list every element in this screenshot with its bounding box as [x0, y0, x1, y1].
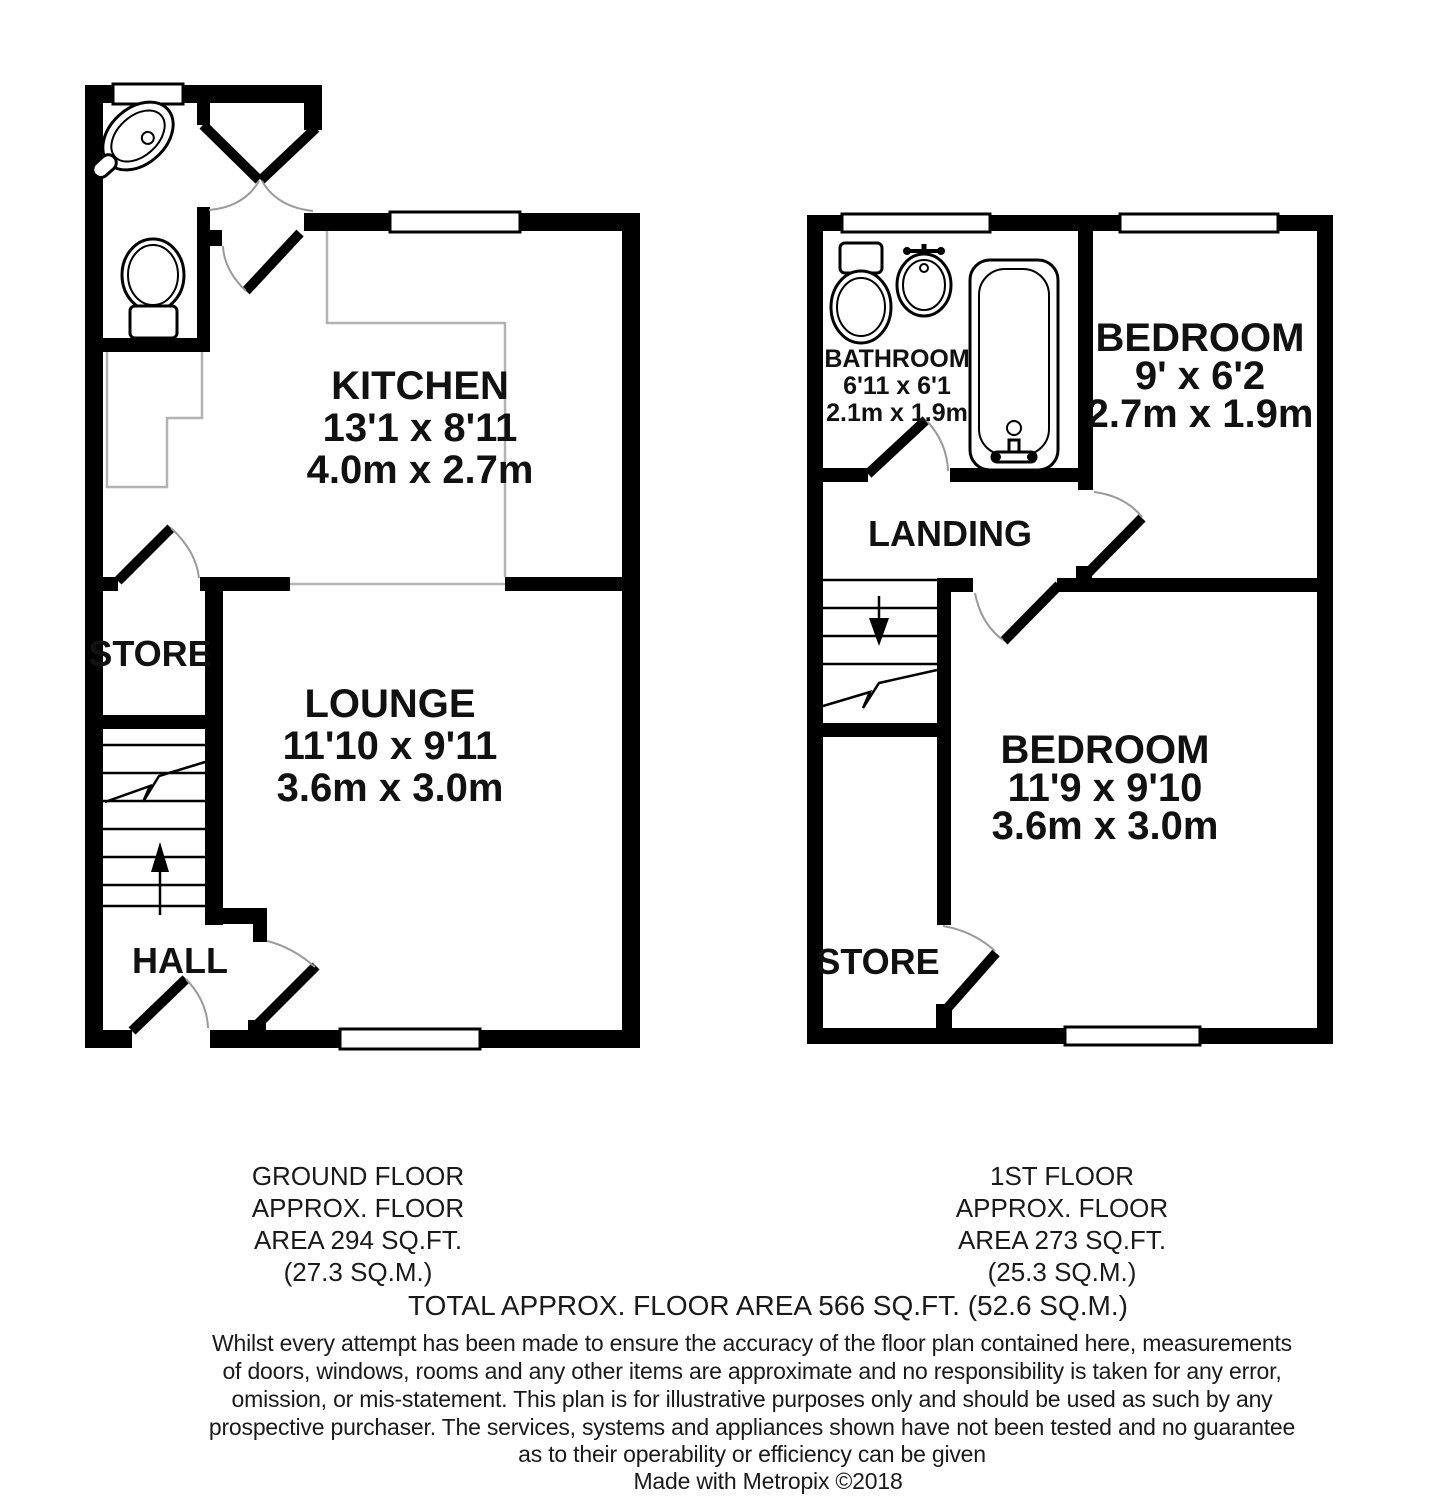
store-door-leaf — [118, 528, 171, 581]
front-door-leaf — [132, 979, 186, 1031]
room-label-lounge: LOUNGE — [304, 682, 476, 726]
entry-door-leaf — [203, 125, 259, 180]
door-swing-arc — [943, 926, 995, 951]
door-swing-arc — [1094, 492, 1142, 517]
window — [340, 1029, 480, 1049]
ground-floor-walls — [85, 85, 640, 1048]
room-label-bedroom-large: BEDROOM — [1000, 728, 1210, 772]
room-dims-bathroom-imperial: 6'11 x 6'1 — [843, 372, 951, 400]
bedroom-large-door-leaf — [1004, 585, 1059, 641]
room-label-bathroom: BATHROOM — [824, 345, 970, 373]
stair-break-line — [105, 762, 205, 802]
door-swing-arc — [262, 181, 313, 211]
kitchen-door-leaf — [246, 233, 300, 291]
room-label-kitchen: KITCHEN — [331, 364, 509, 408]
door-swing-arc — [209, 181, 259, 210]
ground-floor-area-line: (27.3 SQ.M.) — [283, 1257, 433, 1287]
toilet-icon — [122, 239, 184, 338]
bedroom-small-door-leaf — [1085, 518, 1142, 576]
room-label-bedroom-small: BEDROOM — [1095, 316, 1305, 360]
first-floor-area-line: (25.3 SQ.M.) — [987, 1257, 1137, 1287]
room-dims-bedroom-small-imperial: 9' x 6'2 — [1134, 354, 1266, 398]
door-swing-arc — [975, 593, 1003, 640]
disclaimer-line: omission, or mis-statement. This plan is for illustrative purposes only and should be used as such by any — [231, 1386, 1273, 1412]
disclaimer-line: as to their operability or efficiency can be given — [518, 1441, 986, 1467]
first-floor-staircase — [823, 580, 937, 708]
bathroom-door-leaf — [868, 420, 926, 474]
first-floor-labels — [816, 316, 1313, 982]
door-swing-arc — [171, 528, 199, 578]
room-label-store-first: STORE — [816, 941, 940, 982]
disclaimer-line: prospective purchaser. The services, systems and appliances shown have not been tested and no guarantee — [208, 1414, 1296, 1440]
kitchen-area-outline — [107, 352, 202, 487]
ground-floor-area-line: GROUND FLOOR — [251, 1161, 465, 1191]
total-area-text: TOTAL APPROX. FLOOR AREA 566 SQ.FT. (52.6 SQ.M.) — [408, 1290, 1128, 1321]
room-dims-kitchen-imperial: 13'1 x 8'11 — [322, 406, 518, 450]
room-dims-bedroom-small-metric: 2.7m x 1.9m — [1086, 392, 1314, 436]
door-swing-arc — [267, 941, 315, 967]
ground-floor-plan — [76, 84, 640, 1049]
room-label-hall: HALL — [132, 940, 228, 981]
door-swing-arc — [926, 420, 948, 471]
disclaimer-text — [209, 1330, 1295, 1467]
entry-door-leaf — [261, 128, 316, 180]
room-label-landing: LANDING — [868, 513, 1032, 554]
first-floor-area-line: APPROX. FLOOR — [955, 1193, 1169, 1223]
metropix-credit: Made with Metropix ©2018 — [633, 1468, 903, 1494]
first-floor-plan — [807, 214, 1333, 1045]
first-floor-doors — [868, 420, 1142, 1012]
ground-floor-area-line: APPROX. FLOOR — [251, 1193, 465, 1223]
room-dims-kitchen-metric: 4.0m x 2.7m — [306, 448, 534, 492]
toilet-icon — [831, 243, 891, 343]
room-dims-lounge-imperial: 11'10 x 9'11 — [282, 724, 498, 768]
ground-floor-staircase — [103, 745, 205, 915]
window — [1120, 214, 1278, 232]
first-floor-area-line: 1ST FLOOR — [989, 1161, 1135, 1191]
store-door-leaf — [944, 953, 996, 1012]
stairs-down-arrow-head — [869, 618, 889, 646]
door-swing-arc — [186, 979, 208, 1028]
room-dims-bedroom-large-metric: 3.6m x 3.0m — [991, 804, 1219, 848]
bath-icon — [970, 260, 1058, 470]
stair-break-line — [823, 670, 937, 708]
window — [390, 212, 520, 232]
sink-icon — [897, 244, 951, 316]
first-floor-area-line: AREA 273 SQ.FT. — [957, 1225, 1167, 1255]
disclaimer-line: of doors, windows, rooms and any other items are approximate and no responsibility is taken for any error, — [222, 1358, 1282, 1384]
room-dims-bedroom-large-imperial: 11'9 x 9'10 — [1007, 766, 1203, 810]
first-floor-area-text — [956, 1161, 1168, 1287]
window — [1065, 1027, 1200, 1045]
room-dims-bathroom-metric: 2.1m x 1.9m — [826, 399, 968, 427]
lounge-door-leaf — [257, 966, 316, 1025]
room-dims-lounge-metric: 3.6m x 3.0m — [276, 766, 504, 810]
room-label-store: STORE — [88, 633, 212, 674]
window — [842, 214, 990, 232]
ground-floor-area-text — [252, 1161, 464, 1287]
disclaimer-line: Whilst every attempt has been made to ensure the accuracy of the floor plan contained here, measurements — [212, 1330, 1292, 1356]
door-swing-arc — [223, 246, 246, 291]
ground-floor-area-line: AREA 294 SQ.FT. — [253, 1225, 463, 1255]
ground-floor-labels — [88, 364, 533, 981]
footer — [209, 1161, 1295, 1494]
